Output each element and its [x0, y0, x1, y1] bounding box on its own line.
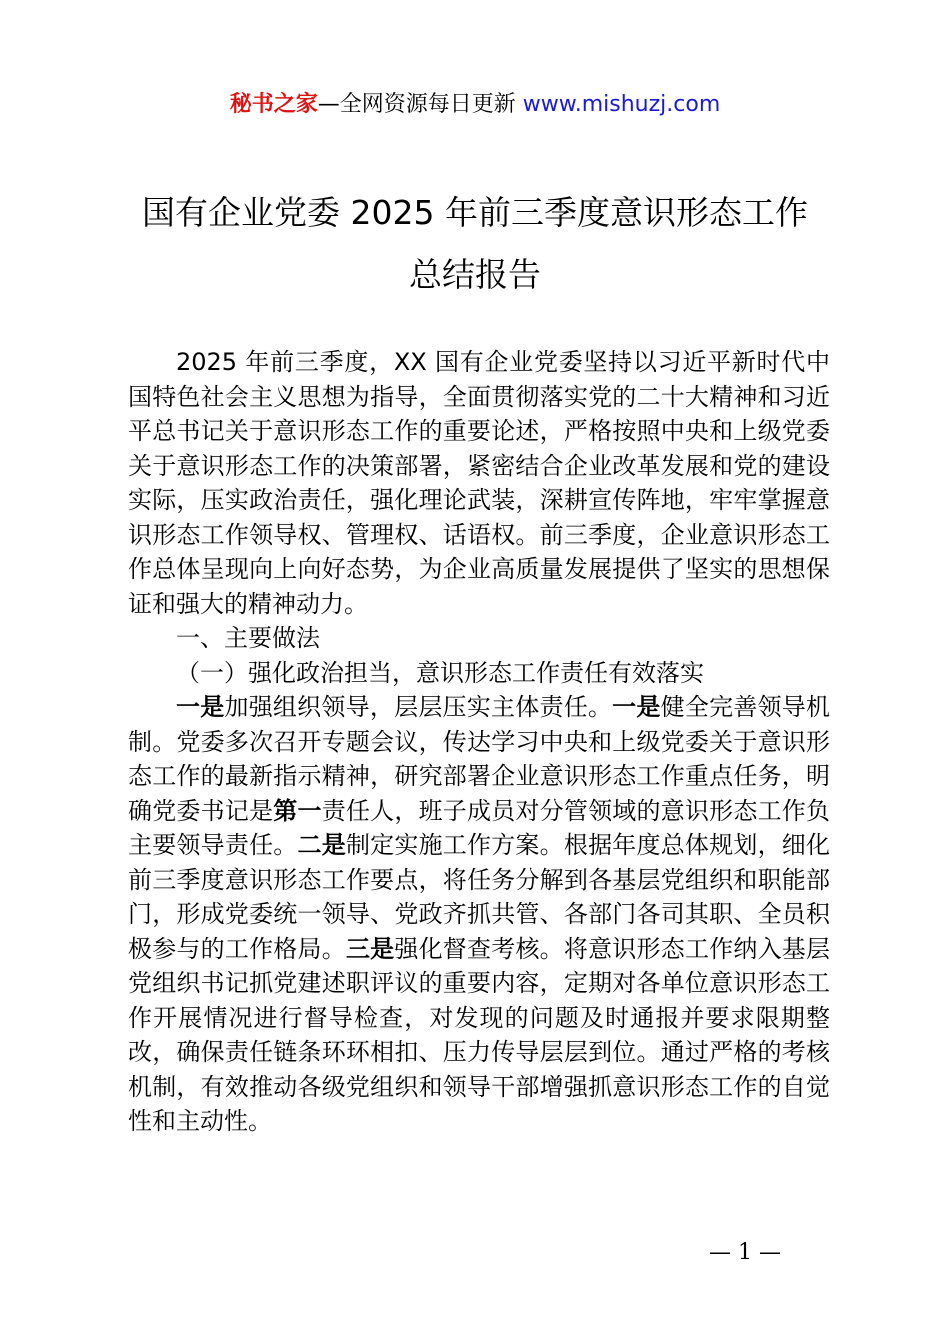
- document-body: [128, 345, 830, 1139]
- site-tagline: —全网资源每日更新: [317, 92, 516, 117]
- title-line-2: 总结报告: [409, 255, 541, 294]
- site-header: [0, 90, 950, 120]
- bold-marker: 二是: [297, 831, 346, 859]
- bold-marker: 三是: [345, 934, 395, 963]
- section-heading: 一、主要做法: [176, 624, 320, 652]
- intro-paragraph: 2025 年前三季度，XX 国有企业党委坚持以习近平新时代中国特色社会主义思想为指导，全面贯彻落实党的二十大精神和习近平总书记关于意识形态工作的重要论述，严格按照中央和上级党委关于意识形态工作的决策部署，紧密结合企业改革发展和党的建设实际，压实政治责任，强化理论武装，深耕宣传阵地，牢牢掌握意识形态工作领导权、管理权、话语权。前三季度，企业意识形态工作总体呈现向上向好态势，为企业高质量发展提供了坚实的思想保证和强大的精神动力。: [128, 348, 830, 618]
- site-brand: 秘书之家: [229, 92, 318, 117]
- site-url-link[interactable]: www.mishuzj.com: [522, 92, 721, 117]
- document-title: [100, 182, 850, 306]
- paragraph-text: 制定实施工作方案。根据年度总体规划，细化前三季度意识形态工作要点，将任务分解到各基层党组织和职能部门，形成党委统一领导、党政齐抓共管、各部门各司其职、全员积极参与的工作格局。: [128, 831, 831, 963]
- subsection-heading: （一）强化政治担当，意识形态工作责任有效落实: [176, 658, 704, 687]
- title-line-1: 国有企业党委 2025 年前三季度意识形态工作: [142, 193, 808, 232]
- bold-marker: 第一: [273, 796, 322, 825]
- paragraph-text: 加强组织领导，层层压实主体责任。: [224, 693, 613, 721]
- bold-marker: 一是: [612, 693, 661, 721]
- paragraph-text: 责任人，班子成员对分管领域的意识形态工作负主要领导责任。: [128, 796, 831, 859]
- page-number: — 1 —: [709, 1240, 781, 1265]
- paragraph-text: 健全完善领导机制。党委多次召开专题会议，传达学习中央和上级党委关于意识形态工作的最新指示精神，研究部署企业意识形态工作重点任务，明确党委书记是: [128, 693, 831, 825]
- body-paragraph: [128, 690, 830, 1139]
- bold-marker: 一是: [176, 693, 225, 721]
- paragraph-text: 强化督查考核。将意识形态工作纳入基层党组织书记抓党建述职评议的重要内容，定期对各单位意识形态工作开展情况进行督导检查，对发现的问题及时通报并要求限期整改，确保责任链条环环相扣、压力传导层层到位。通过严格的考核机制，有效推动各级党组织和领导干部增强抓意识形态工作的自觉性和主动性。: [128, 934, 831, 1135]
